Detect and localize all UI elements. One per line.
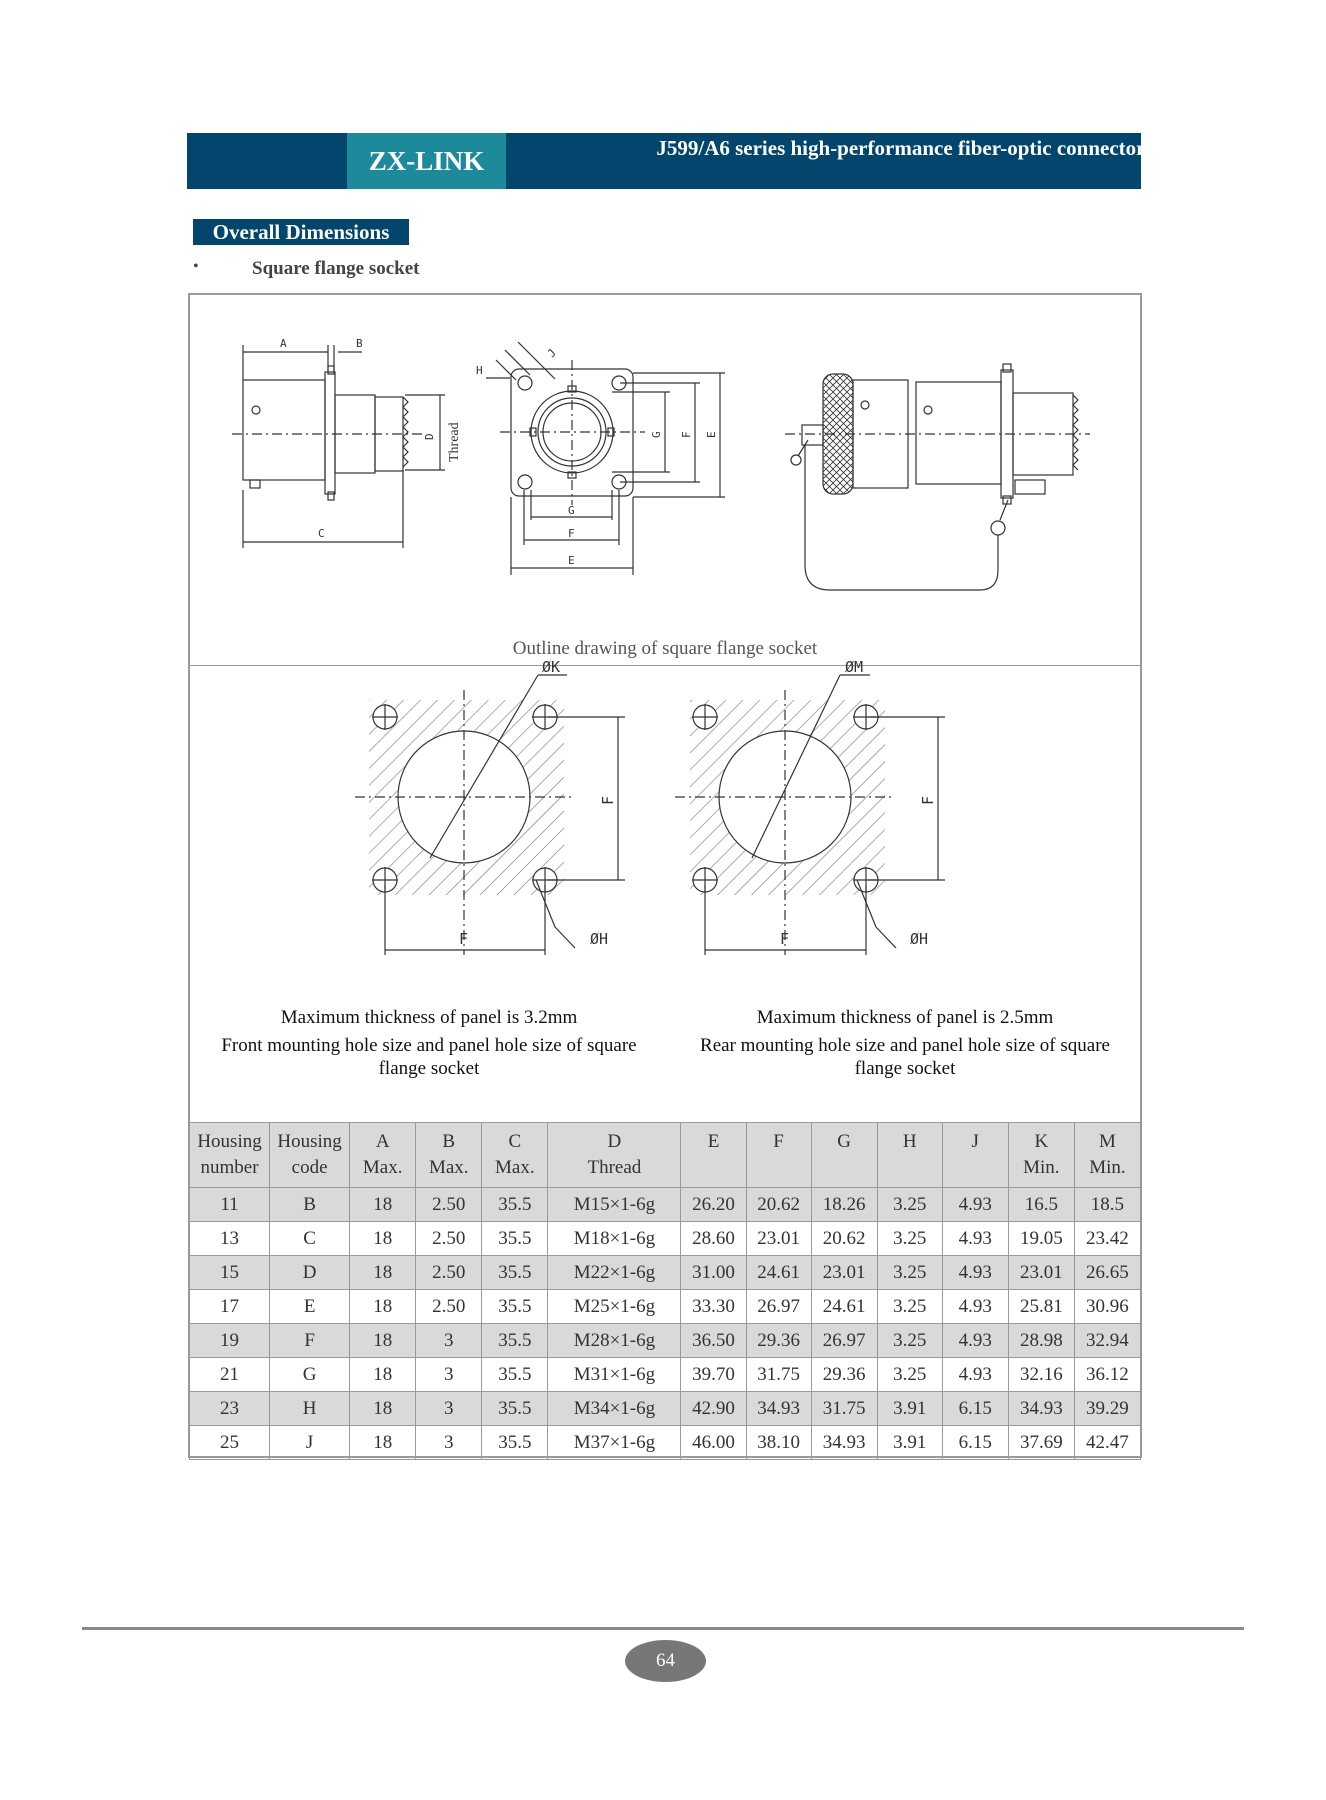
table-row [190, 1256, 1141, 1290]
table-cell: 28.60 [681, 1222, 746, 1256]
table-cell: 18 [350, 1392, 416, 1426]
header-line-2: number [200, 1157, 259, 1178]
dim-label-ok: ØK [542, 658, 561, 676]
table-cell: J [270, 1426, 350, 1460]
table-header-cell [482, 1123, 548, 1188]
document-title: J599/A6 series high-performance fiber-optic connectors [656, 136, 1154, 160]
table-cell: H [270, 1392, 350, 1426]
header-line-1: Housing [277, 1131, 342, 1152]
table-cell: 18 [350, 1256, 416, 1290]
table-cell: 2.50 [416, 1290, 482, 1324]
table-cell: 32.16 [1008, 1358, 1074, 1392]
table-cell: 24.61 [746, 1256, 811, 1290]
table-row [190, 1358, 1141, 1392]
table-cell: M28×1-6g [548, 1324, 681, 1358]
header-line-1: Housing [197, 1131, 262, 1152]
header-line-2 [878, 1155, 942, 1181]
table-cell: 31.00 [681, 1256, 746, 1290]
header-line-1: B [442, 1131, 456, 1152]
table-cell: 23.42 [1074, 1222, 1140, 1256]
table-cell: M25×1-6g [548, 1290, 681, 1324]
front-mounting-caption: Front mounting hole size and panel hole size of square flange socket [221, 1035, 637, 1079]
table-cell: G [270, 1358, 350, 1392]
table-cell: 42.90 [681, 1392, 746, 1426]
table-cell: 19 [190, 1324, 270, 1358]
table-cell: 2.50 [416, 1222, 482, 1256]
table-cell: 25 [190, 1426, 270, 1460]
table-cell: 2.50 [416, 1188, 482, 1222]
dim-label-c: C [318, 527, 325, 540]
table-cell: 4.93 [942, 1290, 1008, 1324]
dim-label-f-horizontal: F [568, 527, 575, 540]
page-number: 64 [625, 1640, 706, 1682]
table-cell: M18×1-6g [548, 1222, 681, 1256]
table-cell: 6.15 [942, 1392, 1008, 1426]
dim-label-f-panel-horizontal: F [780, 930, 790, 948]
section-title: Overall Dimensions [193, 219, 409, 245]
table-row [190, 1188, 1141, 1222]
dim-label-a: A [280, 337, 287, 350]
table-cell: 4.93 [942, 1188, 1008, 1222]
table-cell: 32.94 [1074, 1324, 1140, 1358]
table-cell: 3.25 [877, 1324, 942, 1358]
subheading: Square flange socket [252, 258, 420, 279]
table-cell: 4.93 [942, 1324, 1008, 1358]
table-cell: 18 [350, 1324, 416, 1358]
dim-label-f-panel-vertical: F [919, 795, 937, 805]
table-cell: 4.93 [942, 1358, 1008, 1392]
table-cell: D [270, 1256, 350, 1290]
assembled-view-drawing [785, 364, 1090, 590]
table-cell: 11 [190, 1188, 270, 1222]
table-cell: 6.15 [942, 1426, 1008, 1460]
table-cell: E [270, 1290, 350, 1324]
dim-label-b: B [356, 337, 363, 350]
table-cell: 34.93 [746, 1392, 811, 1426]
header-line-2 [747, 1155, 811, 1181]
table-cell: 3.25 [877, 1222, 942, 1256]
table-cell: 20.62 [811, 1222, 877, 1256]
table-cell: 3.25 [877, 1256, 942, 1290]
table-cell: 3.25 [877, 1358, 942, 1392]
table-cell: 35.5 [482, 1426, 548, 1460]
table-cell: 19.05 [1008, 1222, 1074, 1256]
header-line-2 [681, 1155, 745, 1181]
table-cell: 23.01 [811, 1256, 877, 1290]
dim-label-j: J [544, 346, 559, 361]
front-view-drawing [476, 342, 725, 575]
table-header-cell [190, 1123, 270, 1188]
table-cell: 26.65 [1074, 1256, 1140, 1290]
table-header-cell [1008, 1123, 1074, 1188]
table-cell: 18 [350, 1426, 416, 1460]
rear-mounting-cutout-drawing [675, 658, 945, 955]
rear-thickness-note: Maximum thickness of panel is 2.5mm [756, 1007, 1054, 1028]
table-cell: 31.75 [746, 1358, 811, 1392]
front-thickness-note: Maximum thickness of panel is 3.2mm [280, 1007, 578, 1028]
footer-rule [82, 1627, 1244, 1630]
table-cell: 29.36 [811, 1358, 877, 1392]
table-cell: 35.5 [482, 1392, 548, 1426]
table-cell: 35.5 [482, 1256, 548, 1290]
header-line-2: code [291, 1157, 328, 1178]
table-cell: 34.93 [811, 1426, 877, 1460]
dim-label-d: D [423, 433, 436, 440]
header-line-2 [943, 1155, 1008, 1181]
table-header-cell [350, 1123, 416, 1188]
table-header-cell [811, 1123, 877, 1188]
table-cell: M22×1-6g [548, 1256, 681, 1290]
table-cell: 26.97 [746, 1290, 811, 1324]
table-cell: 3.91 [877, 1426, 942, 1460]
dim-label-om: ØM [845, 658, 864, 676]
table-row [190, 1290, 1141, 1324]
dim-label-f-panel-vertical: F [599, 795, 617, 805]
table-row [190, 1426, 1141, 1460]
table-header-cell [548, 1123, 681, 1188]
table-cell: 28.98 [1008, 1324, 1074, 1358]
dim-label-f-vertical: F [680, 431, 693, 438]
table-cell: 3.25 [877, 1290, 942, 1324]
header-line-1: E [707, 1131, 720, 1152]
table-cell: 18.26 [811, 1188, 877, 1222]
table-row [190, 1222, 1141, 1256]
table-cell: F [270, 1324, 350, 1358]
table-cell: 17 [190, 1290, 270, 1324]
header-line-1: D [607, 1131, 622, 1152]
header-line-1: F [773, 1131, 784, 1152]
table-cell: 3.25 [877, 1188, 942, 1222]
table-cell: M31×1-6g [548, 1358, 681, 1392]
table-row [190, 1392, 1141, 1426]
table-header-row [190, 1123, 1141, 1188]
table-header-cell [942, 1123, 1008, 1188]
table-cell: 2.50 [416, 1256, 482, 1290]
table-cell: 39.70 [681, 1358, 746, 1392]
bullet-icon: • [193, 258, 199, 275]
table-cell: 23.01 [746, 1222, 811, 1256]
dim-label-thread: Thread [447, 422, 462, 462]
side-view-drawing [232, 337, 462, 548]
table-cell: 34.93 [1008, 1392, 1074, 1426]
table-cell: 38.10 [746, 1426, 811, 1460]
header-line-2: Max. [495, 1157, 535, 1178]
table-header-cell [416, 1123, 482, 1188]
dim-label-oh: ØH [910, 930, 929, 948]
dimensions-table [189, 1122, 1141, 1460]
table-cell: 39.29 [1074, 1392, 1140, 1426]
dim-label-e-vertical: E [705, 431, 718, 438]
table-cell: 4.93 [942, 1222, 1008, 1256]
table-cell: 3 [416, 1426, 482, 1460]
table-cell: 36.12 [1074, 1358, 1140, 1392]
table-cell: 18 [350, 1188, 416, 1222]
header-line-2: Max. [362, 1157, 403, 1178]
header-line-1: J [971, 1131, 979, 1152]
table-cell: 16.5 [1008, 1188, 1074, 1222]
table-cell: 18.5 [1074, 1188, 1140, 1222]
header-line-2: Min. [1089, 1157, 1126, 1178]
table-cell: 18 [350, 1290, 416, 1324]
table-cell: 4.93 [942, 1256, 1008, 1290]
rear-mounting-caption: Rear mounting hole size and panel hole size of square flange socket [700, 1035, 1110, 1079]
table-cell: 35.5 [482, 1188, 548, 1222]
table-cell: 3 [416, 1324, 482, 1358]
table-cell: 25.81 [1008, 1290, 1074, 1324]
header-line-2: Min. [1023, 1157, 1060, 1178]
table-cell: 13 [190, 1222, 270, 1256]
table-cell: 18 [350, 1358, 416, 1392]
table-cell: 3.91 [877, 1392, 942, 1426]
table-header-cell [877, 1123, 942, 1188]
brand-logo: ZX-LINK [347, 133, 506, 189]
table-cell: 35.5 [482, 1358, 548, 1392]
table-cell: 42.47 [1074, 1426, 1140, 1460]
table-row [190, 1324, 1141, 1358]
outline-drawing-caption: Outline drawing of square flange socket [512, 638, 818, 659]
header-line-2 [812, 1155, 877, 1181]
table-cell: 26.97 [811, 1324, 877, 1358]
table-cell: M15×1-6g [548, 1188, 681, 1222]
table-cell: 18 [350, 1222, 416, 1256]
table-cell: 36.50 [681, 1324, 746, 1358]
front-mounting-cutout-drawing [355, 658, 625, 955]
dim-label-oh: ØH [590, 930, 609, 948]
table-cell: 35.5 [482, 1324, 548, 1358]
dim-label-f-panel-horizontal: F [459, 930, 469, 948]
header-line-1: M [1098, 1131, 1116, 1152]
table-cell: 37.69 [1008, 1426, 1074, 1460]
table-cell: 24.61 [811, 1290, 877, 1324]
table-header-cell [270, 1123, 350, 1188]
header-line-1: A [375, 1131, 390, 1152]
table-cell: 20.62 [746, 1188, 811, 1222]
dim-label-g-horizontal: G [568, 504, 575, 517]
table-cell: 46.00 [681, 1426, 746, 1460]
header-line-1: K [1034, 1131, 1049, 1152]
header-line-1: G [837, 1131, 851, 1152]
table-header-cell [1074, 1123, 1140, 1188]
header-line-1: C [508, 1131, 522, 1152]
table-cell: B [270, 1188, 350, 1222]
table-header-cell [746, 1123, 811, 1188]
table-cell: 21 [190, 1358, 270, 1392]
header-line-1: H [902, 1131, 917, 1152]
dim-label-g-vertical: G [650, 431, 663, 438]
dim-label-e-horizontal: E [568, 554, 575, 567]
dim-label-h: H [476, 364, 483, 377]
table-cell: 15 [190, 1256, 270, 1290]
table-cell: 33.30 [681, 1290, 746, 1324]
header-line-2: Thread [587, 1157, 642, 1178]
table-cell: 26.20 [681, 1188, 746, 1222]
table-cell: 31.75 [811, 1392, 877, 1426]
table-cell: 23 [190, 1392, 270, 1426]
table-cell: 23.01 [1008, 1256, 1074, 1290]
header-line-2: Max. [428, 1157, 469, 1178]
table-cell: M34×1-6g [548, 1392, 681, 1426]
table-cell: C [270, 1222, 350, 1256]
table-cell: M37×1-6g [548, 1426, 681, 1460]
table-cell: 35.5 [482, 1222, 548, 1256]
table-cell: 30.96 [1074, 1290, 1140, 1324]
table-cell: 29.36 [746, 1324, 811, 1358]
table-cell: 35.5 [482, 1290, 548, 1324]
table-header-cell [681, 1123, 746, 1188]
table-cell: 3 [416, 1392, 482, 1426]
table-cell: 3 [416, 1358, 482, 1392]
